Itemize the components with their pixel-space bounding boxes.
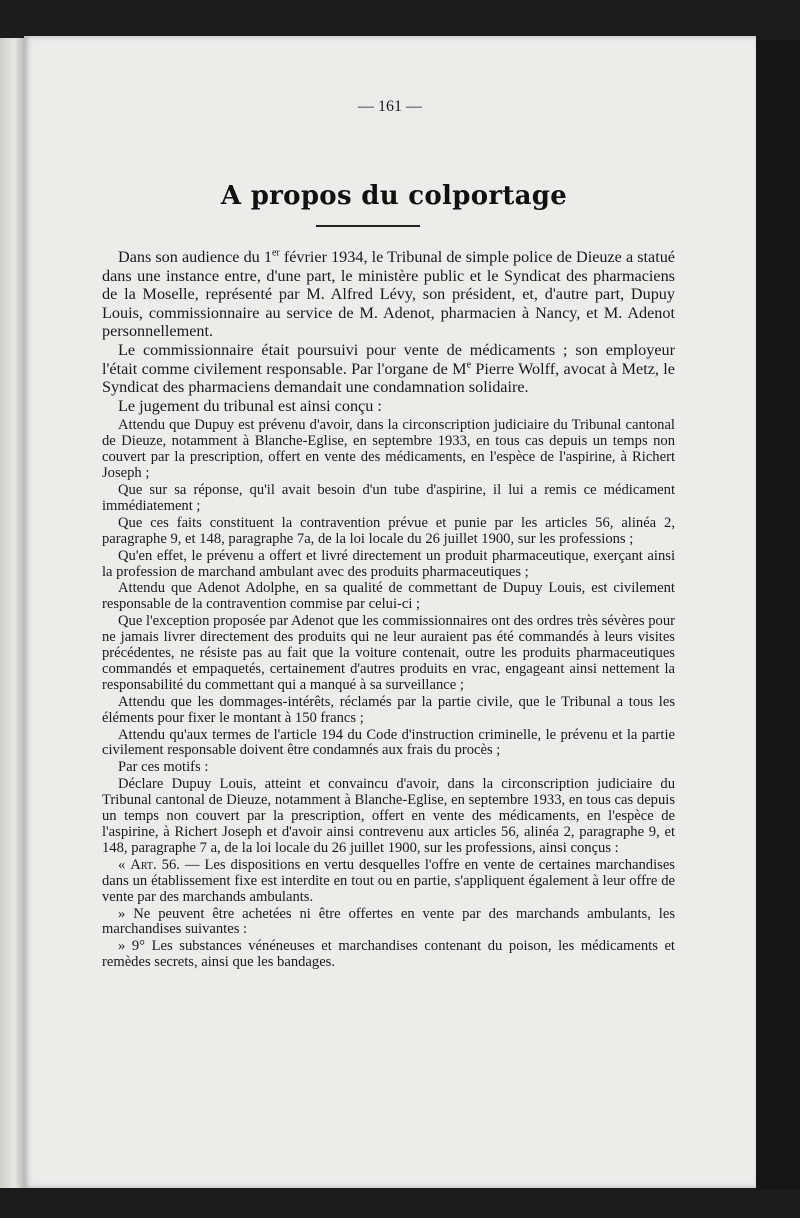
article-56-paragraph-3: » 9° Les substances vénéneuses et marchandises contenant du poison, les médicaments et remèdes secrets, ainsi que les bandages. [102,938,675,971]
judgement-paragraph: Qu'en effet, le prévenu a offert et livré directement un produit pharmaceutique, exerçant ainsi la profession de marchand ambulant avec des produits pharmaceutiques ; [102,547,675,580]
judgement-paragraph: Que sur sa réponse, qu'il avait besoin d'un tube d'aspirine, il lui a remis ce médicament immédiatement ; [102,481,675,514]
title-rule [316,225,420,227]
judgement-paragraph: Attendu que les dommages-intérêts, réclamés par la partie civile, que le Tribunal a tous les éléments pour fixer le montant à 150 francs ; [102,693,675,726]
judgement-paragraph: Attendu que Adenot Adolphe, en sa qualité de commettant de Dupuy Louis, est civilement responsable de la contravention commise par celui-ci ; [102,580,675,613]
judgement-paragraph: Attendu que Dupuy est prévenu d'avoir, dans la circonscription judiciaire du Tribunal cantonal de Dieuze, notamment à Blanche-Eglise, en septembre 1933, en tous cas depuis un temps non couvert par la prescription, offert en vente des médicaments, en l'espèce de l'aspirine, à Richert Joseph ; [102,417,675,482]
intro-paragraph-2: Le commissionnaire était poursuivi pour vente de médicaments ; son employeur l'était comme civilement responsable. Par l'organe de Me Pierre Wolff, avocat à Metz, le Syndicat des pharmaciens demandait une condamnation solidaire. [102,340,675,397]
article-56-quote: « Art. 56. — Les dispositions en vertu desquelles l'offre en vente de certaines marchandises dans un établissement fixe est interdite en tout ou en partie, s'appliquent également à leur offre de vente par des marchands ambulants. [102,856,675,905]
judgement-paragraph: Déclare Dupuy Louis, atteint et convaincu d'avoir, dans la circonscription judiciaire du Tribunal cantonal de Dieuze, notamment à Blanche-Eglise, en septembre 1933, en tous cas depuis un temps non couvert par la prescription, offert en vente des médicaments, en l'espèce de l'aspirine, à Richert Joseph et d'avoir ainsi contrevenu aux articles 56, alinéa 2, paragraphe 9, et 148, paragraphe 7 a, de la loi locale du 26 juillet 1900, sur les professions, ainsi conçus : [102,776,675,856]
intro-paragraph-3: Le jugement du tribunal est ainsi conçu : [118,396,382,415]
judgement-paragraph: Que l'exception proposée par Adenot que les commissionnaires ont des ordres très sévères pour ne jamais livrer directement des produits qui ne leur auraient pas été commandés à leurs visites précédentes, ne résiste pas au fait que la voiture contenait, outre les produits pharmaceutiques commandés et empaquetés, certainement d'autres produits en vrac, engageant ainsi nettement la responsabilité du commettant qui a manqué à sa surveillance ; [102,613,675,693]
article-title: A propos du colportage [220,181,568,211]
scan-background [756,40,800,1190]
intro-section [102,248,675,415]
article-body [102,248,675,972]
article-56-paragraph-2: » Ne peuvent être achetées ni être offertes en vente par des marchands ambulants, les marchandises suivantes : [102,905,675,938]
intro-paragraph-1: Dans son audience du 1er février 1934, le Tribunal de simple police de Dieuze a statué dans une instance entre, d'une part, le ministère public et le Syndicat des pharmaciens de la Moselle, représenté par M. Alfred Lévy, son président, et, d'autre part, Dupuy Louis, commissionnaire au service de M. Adenot, pharmacien à Nancy, et M. Adenot personnellement. [102,247,675,341]
adjacent-page-edge [0,38,24,1188]
document-page [24,36,756,1188]
judgement-paragraph: Attendu qu'aux termes de l'article 194 du Code d'instruction criminelle, le prévenu et la partie civilement responsable doivent être condamnés aux frais du procès ; [102,726,675,759]
page-number: — 161 — [358,98,422,115]
judgement-paragraph: Par ces motifs : [118,759,209,776]
judgement-paragraph: Que ces faits constituent la contravention prévue et punie par les articles 56, alinéa 2, paragraphe 9, et 148, paragraphe 7a, de la loi locale du 26 juillet 1900, sur les professions ; [102,514,675,547]
judgement-text [102,418,675,971]
